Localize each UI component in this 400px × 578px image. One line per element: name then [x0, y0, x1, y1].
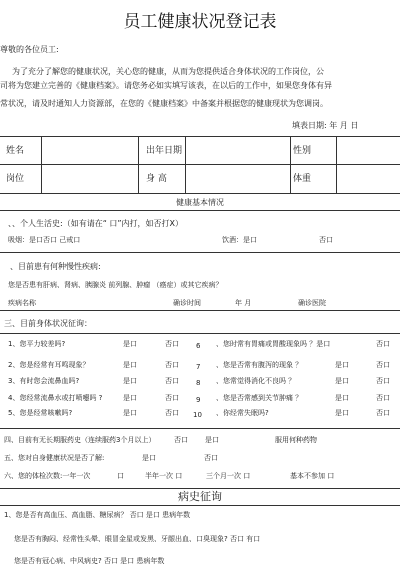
q1-label: 、、个人生活史:（如有请在“ 口”内打，如否打X）: [8, 219, 184, 228]
q4-text: 四、目前有无长期服药史（连续服药3个月以上）: [4, 436, 156, 444]
symptom-num: 10: [193, 411, 202, 419]
table-line: [336, 136, 337, 193]
q2-label: 、目前患有何种慢性疾病:: [10, 262, 101, 271]
q5-no: 否口: [204, 454, 218, 462]
greeting: 尊敬的各位员工:: [0, 45, 59, 54]
history-line-2: 您是否有胸闷、经常性头晕、眼冒金星或发黑、牙龈出血、口臭现象? 否口 有口: [14, 535, 261, 543]
history-line-1: 1、您是否有高血压、高血脂、糖尿病？ 否口 是口 患病年数: [4, 511, 191, 519]
symptom-right: 、您常觉得消化不良吗 ？: [216, 377, 296, 385]
section-history-title: 病史征询: [178, 490, 222, 503]
symptom-left: 5、您是经常咳嗽吗?: [8, 409, 73, 417]
symptom-right-yes: 是口: [335, 361, 349, 369]
q2-diag-time: 确诊时间: [173, 299, 201, 307]
section-divider: [0, 333, 400, 334]
table-line: [41, 136, 42, 193]
fill-date: 填表日期: 年 月 日: [292, 121, 359, 130]
intro-line-1: 为了充分了解您的健康状况，关心您的健康，从而为您提供适合身体状况的工作岗位，公: [12, 67, 324, 76]
symptom-right-no: 否口: [376, 361, 390, 369]
symptom-num: 6: [196, 342, 201, 350]
symptom-right: 、你经常失眠吗?: [216, 409, 269, 417]
symptom-left: 2、您是经常有耳鸣现象？: [8, 361, 90, 369]
symptom-right-yes: 是口: [335, 409, 349, 417]
symptom-left: 1、您平力较差吗?: [8, 340, 66, 348]
section-divider: [0, 428, 400, 429]
q1-drink-no: 否口: [319, 236, 333, 244]
symptom-left-yes: 是口: [123, 409, 137, 417]
symptom-right-no: 否口: [376, 409, 390, 417]
symptom-left-no: 否口: [165, 409, 179, 417]
section-divider: [0, 252, 400, 253]
symptom-left-yes: 是口: [123, 361, 137, 369]
symptom-left-yes: 是口: [123, 377, 137, 385]
q4-yes: 是口: [205, 436, 219, 444]
symptom-left-no: 否口: [165, 361, 179, 369]
symptom-num: 9: [196, 396, 201, 404]
symptom-num: 7: [196, 363, 201, 371]
q5-yes: 是口: [142, 454, 156, 462]
table-line: [0, 136, 400, 137]
table-line: [0, 193, 400, 194]
q4-medication: 服用何种药物: [275, 436, 317, 444]
symptom-right: 、您时常有胃痛或胃酸现象吗 ？是口: [216, 340, 331, 348]
q6-option-1: 口: [117, 472, 124, 480]
q1-drink-yes: 饮酒：是口: [222, 236, 257, 244]
height-label: 身 高: [146, 174, 167, 184]
history-line-3: 您是否有冠心病、中风病史? 否口 是口 患病年数: [14, 557, 165, 565]
name-label: 姓名: [6, 146, 25, 156]
symptom-left-yes: 是口: [123, 340, 137, 348]
q3-label: 三、目前身体状况征询：: [4, 319, 92, 328]
symptom-right: 、您是否常感到关节肿痛 ？: [216, 394, 303, 402]
symptom-right-yes: 是口: [335, 394, 349, 402]
q2-hospital: 确诊医院: [298, 299, 326, 307]
q6-text: 六、您的体检次数:一年一次: [4, 472, 91, 480]
gender-label: 性别: [293, 146, 312, 156]
symptom-right-yes: 是口: [335, 377, 349, 385]
symptom-right-no: 否口: [376, 394, 390, 402]
section-divider: [0, 488, 400, 489]
birth-label: 出年日期: [146, 146, 183, 156]
symptom-left: 3、有时您会流鼻血吗?: [8, 377, 80, 385]
symptom-left-no: 否口: [165, 394, 179, 402]
position-label: 岗位: [6, 174, 25, 184]
intro-line-3: 常状况，请及时通知人力资源部，在您的《健康档案》中备案并根据您的健康现状为您调岗。: [0, 99, 328, 108]
intro-line-2: 司将为您建立完善的《健康档案》。请您务必如实填写该表，在以后的工作中，如果您身体有异: [0, 81, 332, 90]
q1-smoke: 吸烟：是口否口 己戒口: [8, 236, 81, 244]
table-line: [185, 136, 186, 193]
page-title: 员工健康状况登记表: [123, 12, 277, 32]
q2-month: 年 月: [235, 299, 252, 307]
table-line: [138, 136, 139, 193]
symptom-right-no: 否口: [376, 377, 390, 385]
q6-option-4: 基本不参加 口: [290, 472, 335, 480]
symptom-left-no: 否口: [165, 340, 179, 348]
section-divider: [0, 505, 400, 506]
section-divider: [0, 210, 400, 211]
symptom-left: 4、您经常流鼻水或打喷嚏吗 ?: [8, 394, 103, 402]
symptom-left-yes: 是口: [123, 394, 137, 402]
q6-option-3: 三个月一次 口: [206, 472, 251, 480]
table-line: [290, 136, 291, 193]
q5-text: 五、您对自身健康状况是否了解:: [4, 454, 105, 462]
weight-label: 体重: [293, 174, 312, 184]
q6-option-2: 半年一次 口: [145, 472, 183, 480]
section-basic-title: 健康基本情况: [176, 198, 224, 207]
symptom-left-no: 否口: [165, 377, 179, 385]
q2-disease-name: 疾病名称: [8, 299, 36, 307]
section-divider: [0, 310, 400, 311]
symptom-num: 8: [196, 379, 201, 387]
table-line: [0, 164, 400, 165]
q2-line1: 您是否患有肝病、肾病、胰腺炎 前列腺、肿瘤 （癌症）或其它疾病？: [8, 281, 223, 289]
symptom-right-no: 否口: [376, 340, 390, 348]
symptom-right: 、您是否常有腹泻的现象 ？: [216, 361, 303, 369]
q4-no: 否口: [174, 436, 188, 444]
